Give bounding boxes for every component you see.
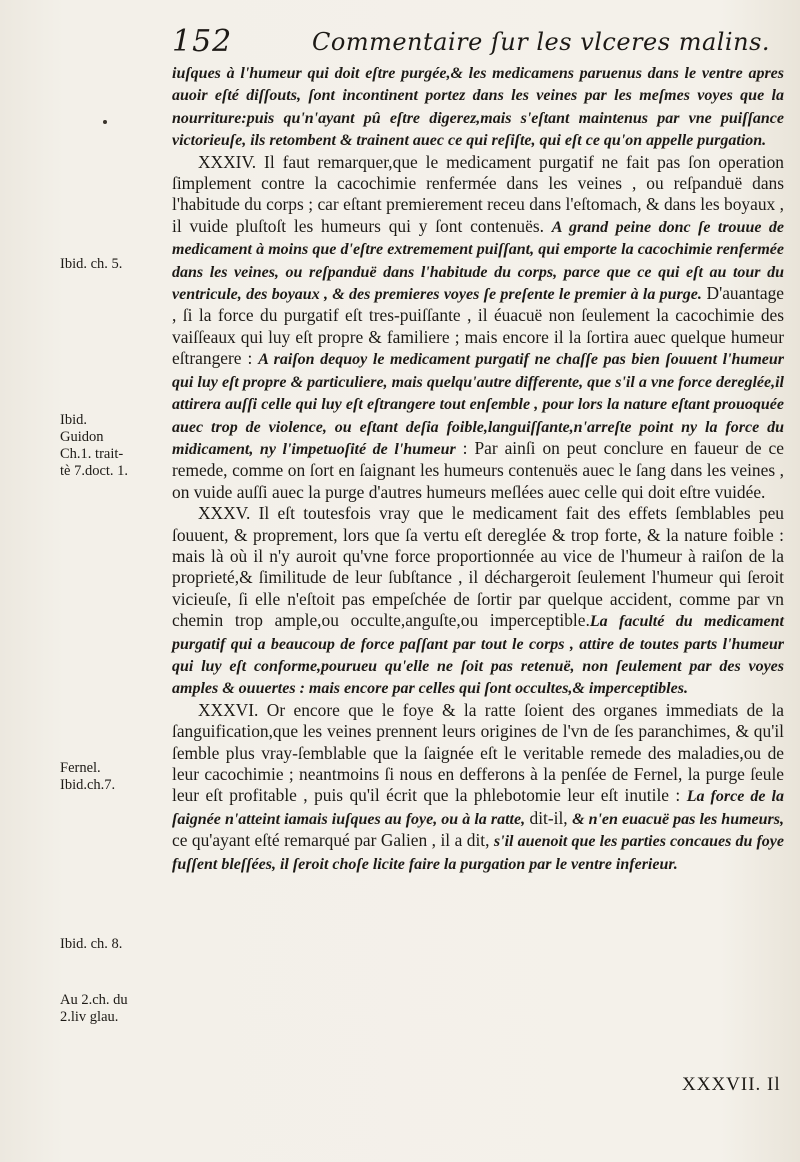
text-run: XXXV. Il eſt toutesfois vray que le medicament fait des effets ſemblables peu ſouuent, & proprement, lors que ſa vertu eſt dereglée & trop forte, & la nature foible : mais là où il n'y auroit qu'vne force proportionnée au vice de l'humeur à raiſon de la proprieté,& ſimilitude de leur ſubſtance , il déchargeroit ſeulement l'humeur qui ſeroit vicieuſe, ſi elle n'eſtoit pas empeſchée de ſortir par quelque accident, comme par vn chemin trop ample,ou occulte,anguſte,ou imperceptible. <box>172 503 784 631</box>
italic-quote: & n'en euacuë pas les humeurs, <box>572 810 785 828</box>
text-run: dit-il, <box>525 807 573 828</box>
paragraph-p-xxxvi <box>172 700 784 875</box>
ink-dot <box>103 120 107 124</box>
margin-note: Ibid. Guidon Ch.1. trait- tè 7.doct. 1. <box>60 412 129 479</box>
margin-note: Fernel. Ibid.ch.7. <box>60 760 116 793</box>
margin-note: Ibid. ch. 8. <box>60 936 123 952</box>
text-run: ce qu'ayant eſté remarqué par Galien , il a dit, <box>172 830 494 851</box>
main-text <box>172 62 784 875</box>
margin-note: Ibid. ch. 5. <box>60 256 123 272</box>
edge-mark <box>6 690 18 730</box>
page-header <box>172 22 782 62</box>
text-run: D'auantage , ſi la force du purgatif eſt tres-puiſſante , il éuacuë non ſeulement la cacochimie des vaiſſeaux qui luy eſt propre & familiere ; mais encore il la ſortira auec quelque humeur eſtrangere : <box>172 283 784 369</box>
text-run: XXXIV. Il faut remarquer,que le medicament purgatif ne fait pas ſon operation ſimplement contre la cacochimie renfermée dans les veines , ou reſpanduë dans l'habitude du corps ; car eſtant premierement receu dans l'eſtomach, & dans les boyaux , il vuide pluſtoſt les humeurs qui y ſont contenuës. <box>172 151 784 236</box>
margin-note: Au 2.ch. du 2.liv glau. <box>60 992 128 1025</box>
text-run: XXXVI. Or encore que le foye & la ratte ſoient des organes immediats de la ſanguification,que les veines prennent leurs origines de l'vn de ſes paranchimes, & qu'il ſemble plus vray-ſemblable que la ſaignée eſt le veritable remede des maladies,ou de leur cacochimie ; neantmoins ſi nous en defferons à la penſée de Fernel, la purge ſeule leur eſt profitable , puis qu'il écrit que la phlebotomie leur eſt inutile : <box>172 699 784 806</box>
italic-quote: A raiſon dequoy le medicament purgatif ne chaſſe pas bien ſouuent l'humeur qui luy eſt propre & particuliere, mais quelqu'autre differente, que s'il a vne force dereglée,il attirera auſſi celle qui luy eſt eſtrangere tout enſemble , pour lors la nature eſtant prouoquée auec trop de violence, ou eſtant deſia foible,languiſſante,n'arreſte point ny la force du midicament, ny l'impetuoſité de l'humeur <box>172 351 784 458</box>
italic-quote: La force de la ſaignée n'atteint iamais iuſques au foye, ou à la ratte, <box>172 788 784 828</box>
paragraph-p-cont <box>172 62 784 152</box>
text-run: : Par ainſi on peut conclure en faueur de ce remede, comme on ſort en ſaignant les humeurs contenuës auec le ſang dans les veines , on vuide auſſi auec la purge d'autres humeurs meſlées auec celle qui doit eſtre vuidée. <box>172 437 784 502</box>
italic-quote: A grand peine donc ſe trouue de medicament à moins que d'eſtre extremement puiſſant, qui emporte la cacochimie renfermée dans les veines, ou reſpanduë dans l'habitude du corps, parce que ce qui eſt au tour du ventricule, des boyaux , & des premieres voyes ſe preſente le premier à la purge. <box>172 218 785 304</box>
running-title: Commentaire ſur les vlceres malins. <box>312 28 771 56</box>
paragraph-p-xxxv <box>172 503 784 700</box>
italic-quote: s'il auenoit que les parties concaues du foye fuſſent bleſſées, il ſeroit choſe licite faire la purgation par le ventre inferieur. <box>172 833 784 873</box>
italic-quote: iuſques à l'humeur qui doit eſtre purgée,& les medicamens paruenus dans le ventre apres auoir eſté diſſouts, ſont incontinent portez dans les veines par les meſmes voyes que la nourriture:puis qu'n'ayant pû eſtre digerez,mais s'eſtant maintenus par vne puiſſance victorieuſe, ils retombent & trainent auec ce qui reſiſte, qui eſt ce qu'on appelle purgation. <box>172 65 784 150</box>
catchword: XXXVII. Il <box>682 1074 781 1095</box>
page-number: 152 <box>172 24 233 59</box>
paragraph-p-xxxiv <box>172 152 784 504</box>
italic-quote: La faculté du medicament purgatif qui a beaucoup de force paſſant par tout le corps , attire de toutes parts l'humeur qui luy eſt conforme,pourueu qu'elle ne ſoit pas retenuë, non ſeulement par des voyes amples & ouuertes : mais encore par celles qui ſont occultes,& imperceptibles. <box>172 613 784 698</box>
